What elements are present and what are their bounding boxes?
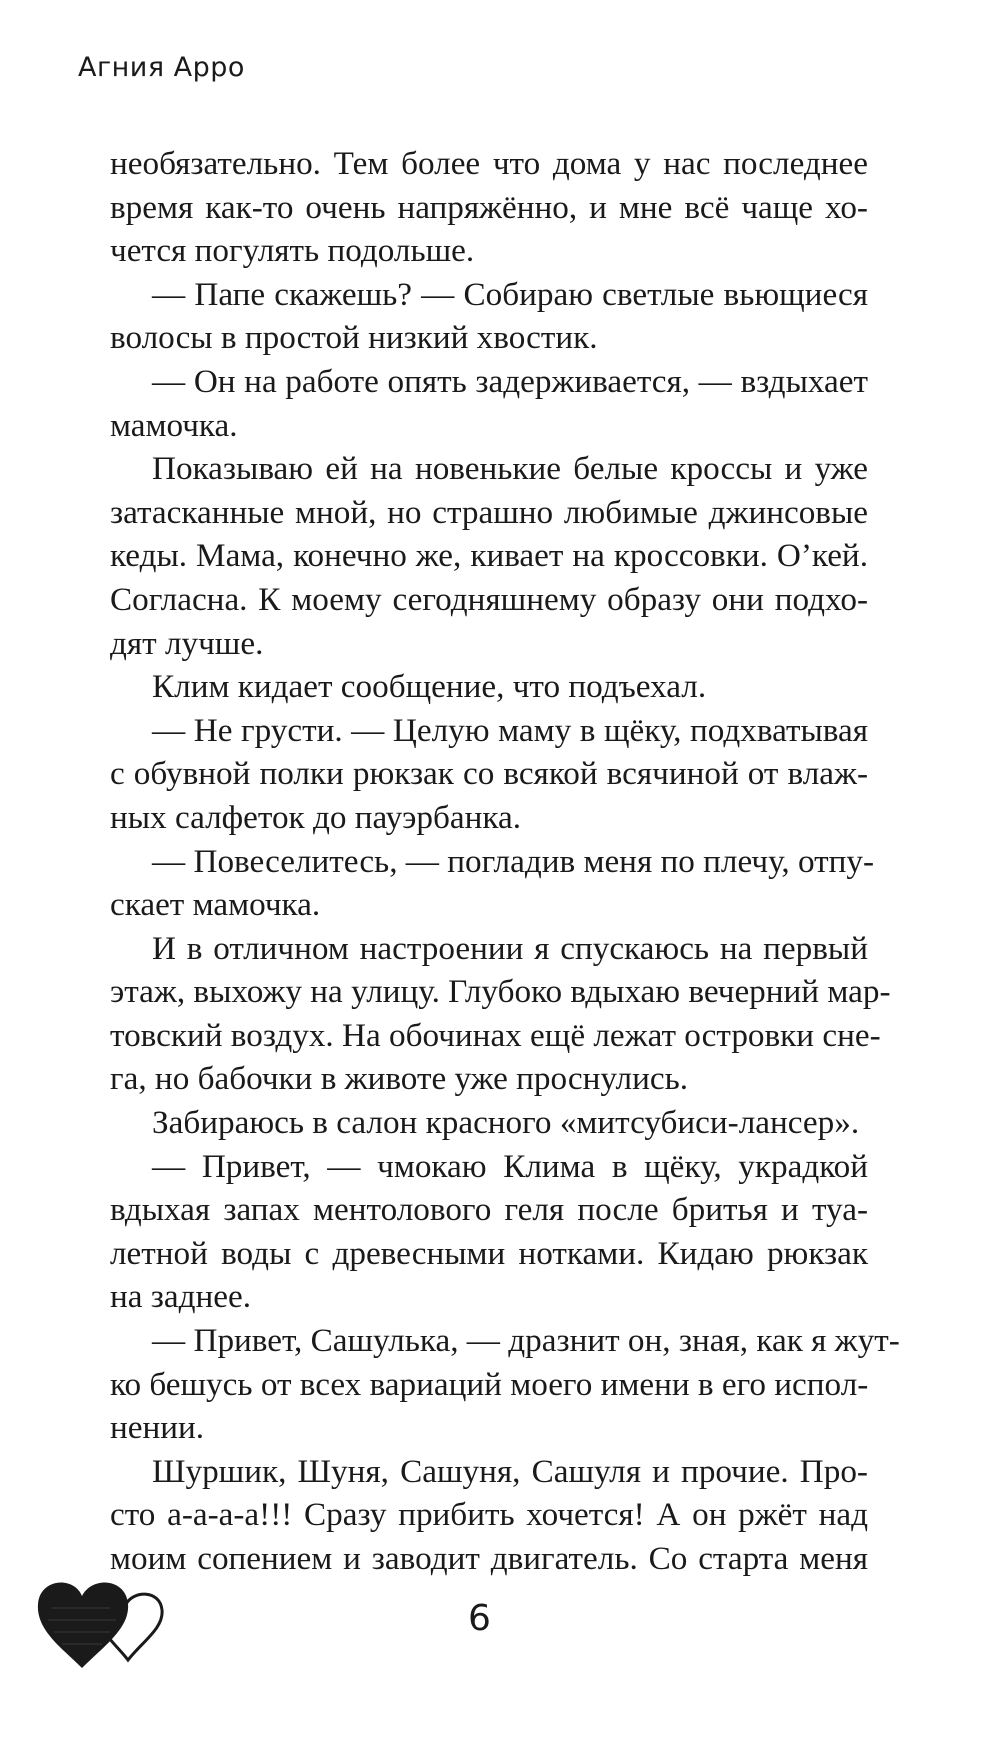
text-line: сто а-а-а-а!!! Сразу прибить хочется! А он ржёт над: [110, 1496, 868, 1534]
text-line: вдыхая запах ментолового геля после бритья и туа-: [110, 1191, 868, 1229]
text-line: — Не грусти. — Целую маму в щёку, подхватывая: [152, 711, 868, 749]
text-line: Шуршик, Шуня, Сашуня, Сашуля и прочие. Про-: [152, 1452, 868, 1490]
text-line: И в отличном настроении я спускаюсь на первый: [152, 929, 868, 967]
text-line: — Папе скажешь? — Собираю светлые вьющиеся: [152, 275, 868, 313]
text-line: затасканные мной, но страшно любимые джинсовые: [110, 493, 868, 531]
hearts-ornament-icon: [30, 1568, 170, 1678]
text-line: скает мамочка.: [110, 886, 321, 924]
text-line: — Привет, — чмокаю Клима в щёку, украдкой: [152, 1147, 868, 1185]
text-line: дят лучше.: [110, 624, 264, 662]
body-text: [110, 142, 900, 1581]
text-line: Показываю ей на новенькие белые кроссы и уже: [152, 450, 868, 488]
text-line: время как-то очень напряжённо, и мне всё чаще хо-: [110, 188, 868, 226]
text-line: кеды. Мама, конечно же, кивает на кроссовки. О’кей.: [110, 537, 868, 575]
text-line: ко бешусь от всех вариаций моего имени в его испол-: [110, 1365, 869, 1403]
text-line: моим сопением и заводит двигатель. Со старта меня: [110, 1540, 868, 1577]
text-line: нении.: [110, 1409, 205, 1447]
text-line: этаж, выхожу на улицу. Глубоко вдыхаю вечерний мар-: [110, 973, 891, 1011]
text-line: Забираюсь в салон красного «митсубиси-лансер».: [152, 1104, 860, 1142]
text-line: товский воздух. На обочинах ещё лежат островки сне-: [110, 1016, 881, 1054]
text-line: на заднее.: [110, 1278, 252, 1316]
text-line: мамочка.: [110, 406, 238, 444]
text-line: чется погулять подольше.: [110, 232, 475, 270]
text-line: необязательно. Тем более что дома у нас последнее: [110, 145, 868, 182]
text-line: волосы в простой низкий хвостик.: [110, 319, 598, 357]
text-line: га, но бабочки в животе уже проснулись.: [110, 1060, 689, 1098]
text-line: — Он на работе опять задерживается, — вздыхает: [152, 362, 868, 400]
text-line: — Привет, Сашулька, — дразнит он, зная, как я жут-: [152, 1322, 900, 1360]
text-line: с обувной полки рюкзак со всякой всячиной от влаж-: [110, 755, 868, 793]
text-line: летной воды с древесными нотками. Кидаю рюкзак: [110, 1234, 868, 1272]
text-line: — Повеселитесь, — погладив меня по плечу, отпу-: [152, 842, 875, 880]
text-line: Согласна. К моему сегодняшнему образу они подхо-: [110, 580, 868, 618]
page-number: 6: [468, 1598, 491, 1639]
running-head-author: Агния Арро: [78, 52, 245, 83]
text-line: Клим кидает сообщение, что подъехал.: [152, 668, 707, 706]
text-line: ных салфеток до пауэрбанка.: [110, 798, 522, 836]
